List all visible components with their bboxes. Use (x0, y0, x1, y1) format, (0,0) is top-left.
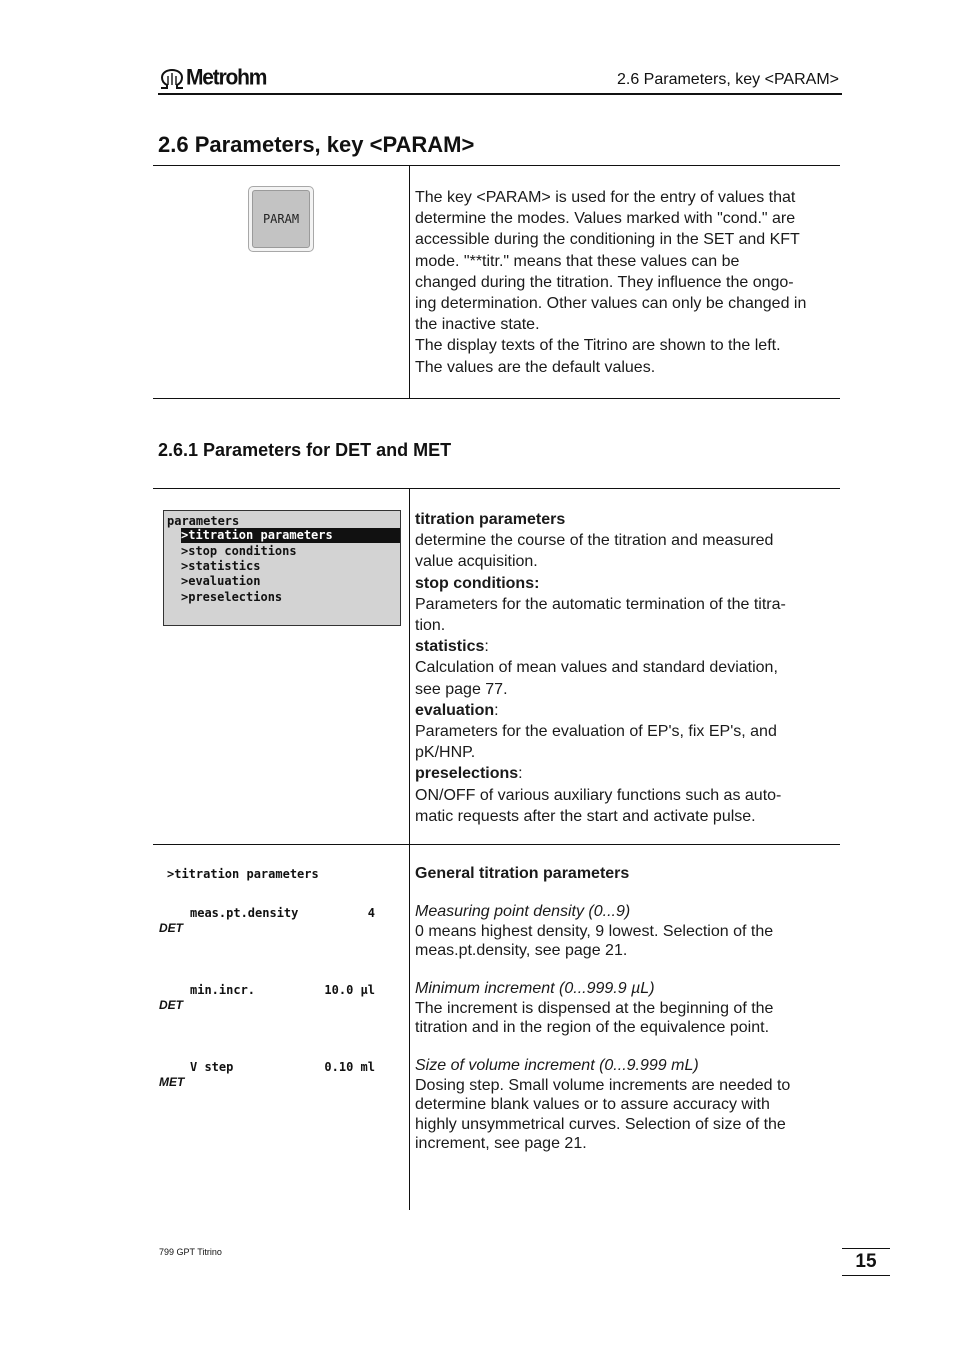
param-key-face: PARAM (252, 190, 310, 248)
param-label: min.incr. (190, 983, 256, 997)
table-column-divider (409, 488, 410, 1210)
intro-line: mode. "**titr." means that these values can be (415, 252, 740, 270)
param-label: meas.pt.density (190, 906, 299, 920)
desc-line: matic requests after the start and activate pulse. (415, 807, 756, 825)
desc-line: tion. (415, 617, 446, 635)
param-value: 4 (367, 906, 375, 920)
section-top-rule (153, 165, 840, 166)
param-description (415, 1056, 840, 1154)
section-title: 2.6 Parameters, key <PARAM> (158, 132, 475, 157)
desc-colon: : (484, 638, 489, 656)
desc-line: determine the course of the titration and measured (415, 532, 774, 550)
param-description (415, 902, 840, 961)
param-value: 0.10 ml (324, 1060, 375, 1074)
page-number-rule-bottom (842, 1275, 890, 1276)
subsection-title: 2.6.1 Parameters for DET and MET (158, 440, 452, 460)
general-titration-heading: General titration parameters (415, 865, 630, 882)
logo-wordmark: Metrohm (186, 65, 267, 90)
mode-tag: MET (159, 1075, 185, 1089)
param-key-image (248, 186, 314, 252)
desc-line: see page 77. (415, 680, 508, 698)
titrino-display (163, 510, 401, 626)
param-desc-line: Dosing step. Small volume increments are needed to (415, 1076, 791, 1094)
intro-line: The key <PARAM> is used for the entry of values that (415, 189, 796, 206)
param-desc-line: highly unsymmetrical curves. Selection of size of the (415, 1115, 786, 1133)
running-head: 2.6 Parameters, key <PARAM> (616, 71, 839, 88)
desc-line: Parameters for the automatic termination of the titra- (415, 595, 786, 613)
mode-tag: DET (159, 921, 183, 935)
param-desc-line: 0 means highest density, 9 lowest. Selection of the (415, 922, 774, 940)
display-title: parameters (167, 514, 240, 528)
param-desc-line: The increment is dispensed at the beginning of the (415, 999, 774, 1017)
display-item: >preselections (181, 590, 283, 604)
desc-line: value acquisition. (415, 553, 538, 571)
desc-line: pK/HNP. (415, 744, 476, 762)
desc-head-evaluation: evaluation (415, 701, 495, 719)
intro-line: determine the modes. Values marked with "cond." are (415, 210, 796, 228)
param-desc-line: determine blank values or to assure accuracy with (415, 1096, 770, 1113)
desc-head-titration: titration parameters (415, 511, 566, 528)
desc-head-statistics: statistics (415, 638, 485, 656)
desc-line: ON/OFF of various auxiliary functions such as auto- (415, 786, 782, 804)
page-number: 15 (855, 1251, 877, 1272)
param-desc-line: increment, see page 21. (415, 1135, 587, 1152)
menu-descriptions (415, 509, 840, 827)
param-desc-line: titration and in the region of the equivalence point. (415, 1019, 770, 1036)
table-top-rule (153, 488, 840, 489)
desc-colon: : (494, 701, 499, 719)
param-desc-title: Measuring point density (0...9) (415, 903, 631, 920)
desc-head-preselections: preselections (415, 765, 519, 783)
param-desc-line: meas.pt.density, see page 21. (415, 942, 628, 959)
param-label: V step (190, 1060, 234, 1074)
display-item: >evaluation (181, 574, 261, 588)
intro-line: The display texts of the Titrino are shown to the left. (415, 337, 781, 355)
display-item: >stop conditions (181, 544, 297, 558)
metrohm-logo (158, 66, 358, 94)
intro-line: accessible during the conditioning in the SET and KFT (415, 231, 800, 249)
metrohm-omega-icon (158, 68, 186, 90)
intro-line: the inactive state. (415, 316, 540, 334)
section-bottom-rule (153, 398, 840, 399)
desc-head-stop: stop conditions: (415, 574, 540, 592)
param-description (415, 979, 840, 1038)
section-column-divider (409, 165, 410, 398)
intro-line: changed during the titration. They influence the ongo- (415, 273, 794, 291)
display-item: >statistics (181, 559, 261, 573)
desc-line: Calculation of mean values and standard deviation, (415, 659, 778, 677)
header-rule (158, 93, 842, 95)
desc-line: Parameters for the evaluation of EP's, fix EP's, and (415, 723, 777, 741)
param-value: 10.0 µl (324, 983, 375, 997)
menu-line-titration: >titration parameters (167, 867, 319, 881)
intro-line: ing determination. Other values can only be changed in (415, 295, 807, 313)
desc-colon: : (518, 765, 523, 783)
param-desc-title: Size of volume increment (0...9.999 mL) (415, 1057, 699, 1074)
intro-line: The values are the default values. (415, 358, 656, 376)
intro-paragraph (415, 187, 840, 378)
mode-tag: DET (159, 998, 183, 1012)
page-number-rule-top (842, 1248, 890, 1249)
display-item-selected: >titration parameters (181, 528, 400, 543)
footer-product: 799 GPT Titrino (159, 1247, 222, 1257)
param-desc-title: Minimum increment (0...999.9 µL) (415, 980, 655, 997)
table-middle-rule (153, 844, 840, 845)
